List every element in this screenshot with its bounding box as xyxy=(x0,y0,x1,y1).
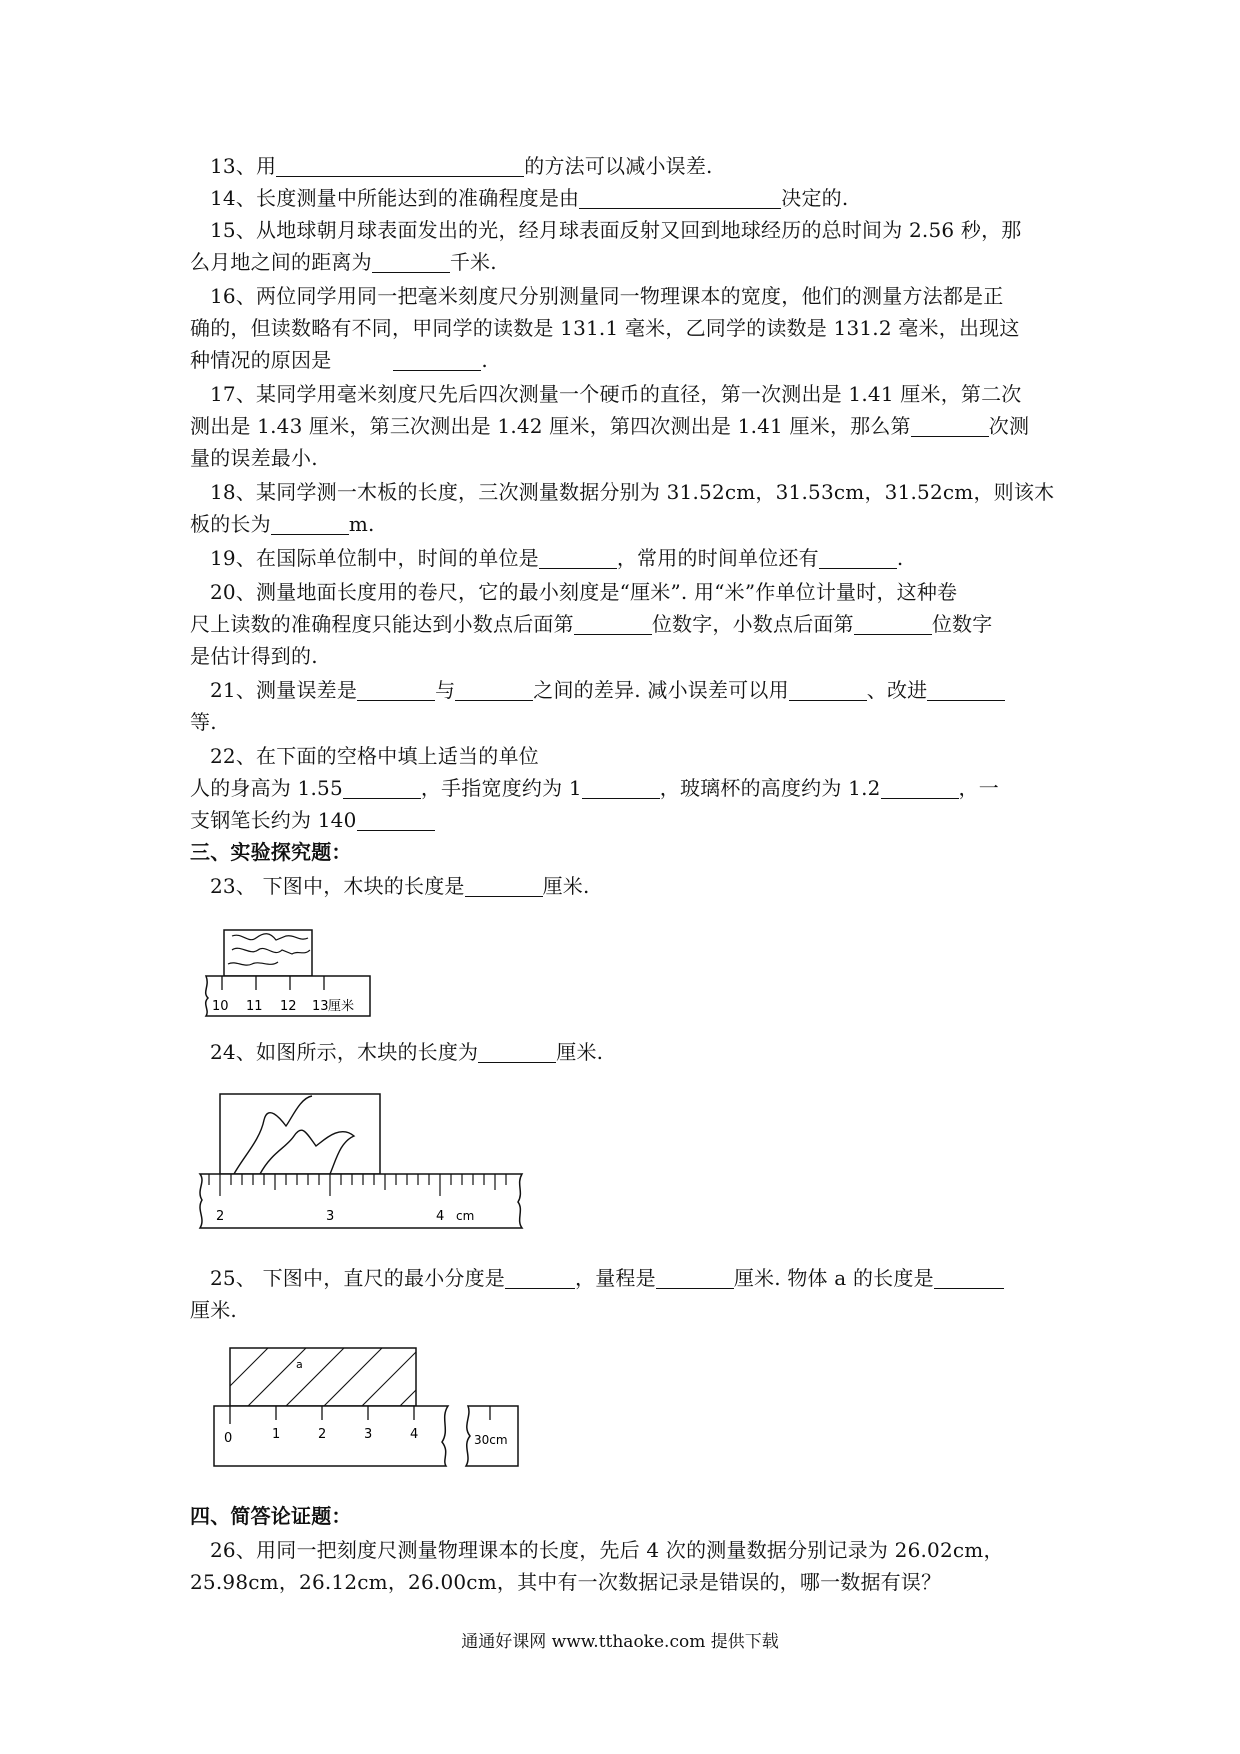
q17-text-pre: 测出是 1.43 厘米，第三次测出是 1.42 厘米，第四次测出是 1.41 厘米，那么第 xyxy=(190,414,911,438)
q21-text-c: 、改进 xyxy=(866,678,928,702)
q22-text-b: ，手指宽度约为 1 xyxy=(420,776,582,800)
q21-answer-blank-1[interactable] xyxy=(357,678,435,701)
q21-text-pre: 21、测量误差是 xyxy=(210,678,358,702)
q13-answer-blank[interactable] xyxy=(276,154,524,177)
fig25-label-0: 0 xyxy=(224,1431,233,1446)
fig24-label-3: 3 xyxy=(326,1209,335,1224)
question-16-line-3 xyxy=(190,344,488,376)
q22-text-a: 人的身高为 1.55 xyxy=(190,776,343,800)
q19-answer-blank-1[interactable] xyxy=(539,546,617,569)
q25-answer-blank-2[interactable] xyxy=(656,1266,734,1289)
page-footer: 通通好课网 www.tthaoke.com 提供下载 xyxy=(461,1632,779,1652)
question-22-line-1: 22、在下面的空格中填上适当的单位 xyxy=(210,744,539,768)
q25-answer-blank-1[interactable] xyxy=(505,1266,575,1289)
question-15-line-1: 15、从地球朝月球表面发出的光，经月球表面反射又回到地球经历的总时间为 2.56 秒，那 xyxy=(210,218,1022,242)
question-19 xyxy=(210,542,903,574)
figure-25-svg xyxy=(200,1344,590,1469)
fig25-label-2: 2 xyxy=(318,1427,327,1442)
q14-answer-blank[interactable] xyxy=(579,186,781,209)
q21-text-b: 之间的差异. 减小误差可以用 xyxy=(533,678,789,702)
q13-text-pre: 13、用 xyxy=(210,154,277,178)
q16-text-post: . xyxy=(481,348,488,372)
figure-25-ruler xyxy=(200,1344,590,1469)
q25-text-pre: 25、 下图中，直尺的最小分度是 xyxy=(210,1266,506,1290)
q22-text-c: ，玻璃杯的高度约为 1.2 xyxy=(659,776,881,800)
question-14 xyxy=(210,182,848,214)
q24-text-post: 厘米. xyxy=(556,1040,604,1064)
q23-text-pre: 23、 下图中，木块的长度是 xyxy=(210,874,465,898)
q21-answer-blank-4[interactable] xyxy=(927,678,1005,701)
question-17-line-2 xyxy=(190,410,1029,442)
figure-23-ruler xyxy=(196,928,376,1018)
q25-text-b: 厘米. 物体 a 的长度是 xyxy=(733,1266,934,1290)
q13-text-post: 的方法可以减小误差. xyxy=(524,154,713,178)
q22-answer-blank-3[interactable] xyxy=(881,776,959,799)
question-20-line-3: 是估计得到的. xyxy=(190,644,318,668)
q20-text-post: 位数字 xyxy=(931,612,993,636)
fig25-label-1: 1 xyxy=(272,1427,281,1442)
q20-text-pre: 尺上读数的准确程度只能达到小数点后面第 xyxy=(190,612,574,636)
fig24-unit-label: cm xyxy=(456,1209,475,1223)
q19-text-mid: ，常用的时间单位还有 xyxy=(616,546,819,570)
question-25-line-2: 厘米. xyxy=(190,1298,237,1322)
q15-text-pre: 么月地之间的距离为 xyxy=(190,250,372,274)
question-21-line-1 xyxy=(210,674,1005,706)
q22-answer-blank-2[interactable] xyxy=(582,776,660,799)
q24-answer-blank[interactable] xyxy=(478,1040,556,1063)
question-16-line-1: 16、两位同学用同一把毫米刻度尺分别测量同一物理课本的宽度，他们的测量方法都是正 xyxy=(210,284,1004,308)
q22-text-d: ，一 xyxy=(958,776,999,800)
q25-answer-blank-3[interactable] xyxy=(934,1266,1004,1289)
question-16-line-2: 确的，但读数略有不同，甲同学的读数是 131.1 毫米，乙同学的读数是 131.2 毫米，出现这 xyxy=(190,316,1020,340)
q23-text-post: 厘米. xyxy=(542,874,590,898)
q17-text-post: 次测 xyxy=(988,414,1030,438)
section-4-heading: 四、简答论证题： xyxy=(190,1504,352,1528)
q14-text-pre: 14、长度测量中所能达到的准确程度是由 xyxy=(210,186,580,210)
question-20-line-1: 20、测量地面长度用的卷尺，它的最小刻度是“厘米”. 用“米”作单位计量时，这种卷 xyxy=(210,580,958,604)
q19-text-post: . xyxy=(896,546,904,570)
question-26-line-2: 25.98cm，26.12cm，26.00cm，其中有一次数据记录是错误的，哪一数据有误？ xyxy=(190,1570,942,1594)
fig25-label-3: 3 xyxy=(364,1427,373,1442)
figure-23-svg xyxy=(196,928,376,1018)
question-17-line-3: 量的误差最小. xyxy=(190,446,318,470)
q22-answer-blank-1[interactable] xyxy=(343,776,421,799)
question-26-line-1: 26、用同一把刻度尺测量物理课本的长度，先后 4 次的测量数据分别记录为 26.02cm， xyxy=(210,1538,1004,1562)
question-13 xyxy=(210,150,713,182)
question-22-line-3 xyxy=(190,804,435,836)
fig23-label-13: 13 xyxy=(312,999,329,1014)
q18-text-pre: 板的长为 xyxy=(190,512,271,536)
question-18-line-1: 18、某同学测一木板的长度，三次测量数据分别为 31.52cm，31.53cm，31.52cm，则该木 xyxy=(210,480,1055,504)
q17-answer-blank[interactable] xyxy=(911,414,989,437)
object-a-label: a xyxy=(296,1358,303,1371)
q18-text-post: m. xyxy=(348,512,375,536)
question-23 xyxy=(210,870,590,902)
question-18-line-2 xyxy=(190,508,375,540)
fig23-label-10: 10 xyxy=(212,999,229,1014)
q21-answer-blank-3[interactable] xyxy=(789,678,867,701)
q23-answer-blank[interactable] xyxy=(465,874,543,897)
q20-answer-blank-2[interactable] xyxy=(854,612,932,635)
q25-text-a: ，量程是 xyxy=(575,1266,656,1290)
question-22-line-2 xyxy=(190,772,999,804)
q22-text-e: 支钢笔长约为 140 xyxy=(190,808,357,832)
q15-text-post: 千米. xyxy=(449,250,497,274)
q24-text-pre: 24、如图所示，木块的长度为 xyxy=(210,1040,479,1064)
q21-answer-blank-2[interactable] xyxy=(455,678,533,701)
fig24-label-2: 2 xyxy=(216,1209,225,1224)
q16-text-pre: 种情况的原因是 xyxy=(190,348,332,372)
q14-text-post: 决定的. xyxy=(781,186,849,210)
fig23-unit-label: 厘米 xyxy=(328,999,355,1014)
question-24 xyxy=(210,1036,603,1068)
fig25-label-30cm: 30cm xyxy=(474,1433,508,1447)
object-a xyxy=(230,1348,416,1406)
question-20-line-2 xyxy=(190,608,992,640)
fig25-label-4: 4 xyxy=(410,1427,419,1442)
fig23-label-11: 11 xyxy=(246,999,263,1014)
fig23-label-12: 12 xyxy=(280,999,297,1014)
q15-answer-blank[interactable] xyxy=(372,250,450,273)
q22-answer-blank-4[interactable] xyxy=(357,808,435,831)
q20-text-mid: 位数字，小数点后面第 xyxy=(651,612,854,636)
figure-24-svg xyxy=(190,1092,530,1242)
q19-text-pre: 19、在国际单位制中，时间的单位是 xyxy=(210,546,539,570)
question-17-line-1: 17、某同学用毫米刻度尺先后四次测量一个硬币的直径，第一次测出是 1.41 厘米，第二次 xyxy=(210,382,1022,406)
q21-text-a: 与 xyxy=(435,678,456,702)
question-21-line-2: 等. xyxy=(190,710,217,734)
question-15-line-2 xyxy=(190,246,497,278)
figure-24-ruler xyxy=(190,1092,530,1242)
fig24-label-4: 4 xyxy=(436,1209,445,1224)
q19-answer-blank-2[interactable] xyxy=(819,546,897,569)
section-3-heading: 三、实验探究题： xyxy=(190,840,352,864)
q20-answer-blank-1[interactable] xyxy=(574,612,652,635)
q16-answer-blank[interactable] xyxy=(393,348,481,371)
q18-answer-blank[interactable] xyxy=(271,512,349,535)
question-25-line-1 xyxy=(210,1262,1004,1294)
